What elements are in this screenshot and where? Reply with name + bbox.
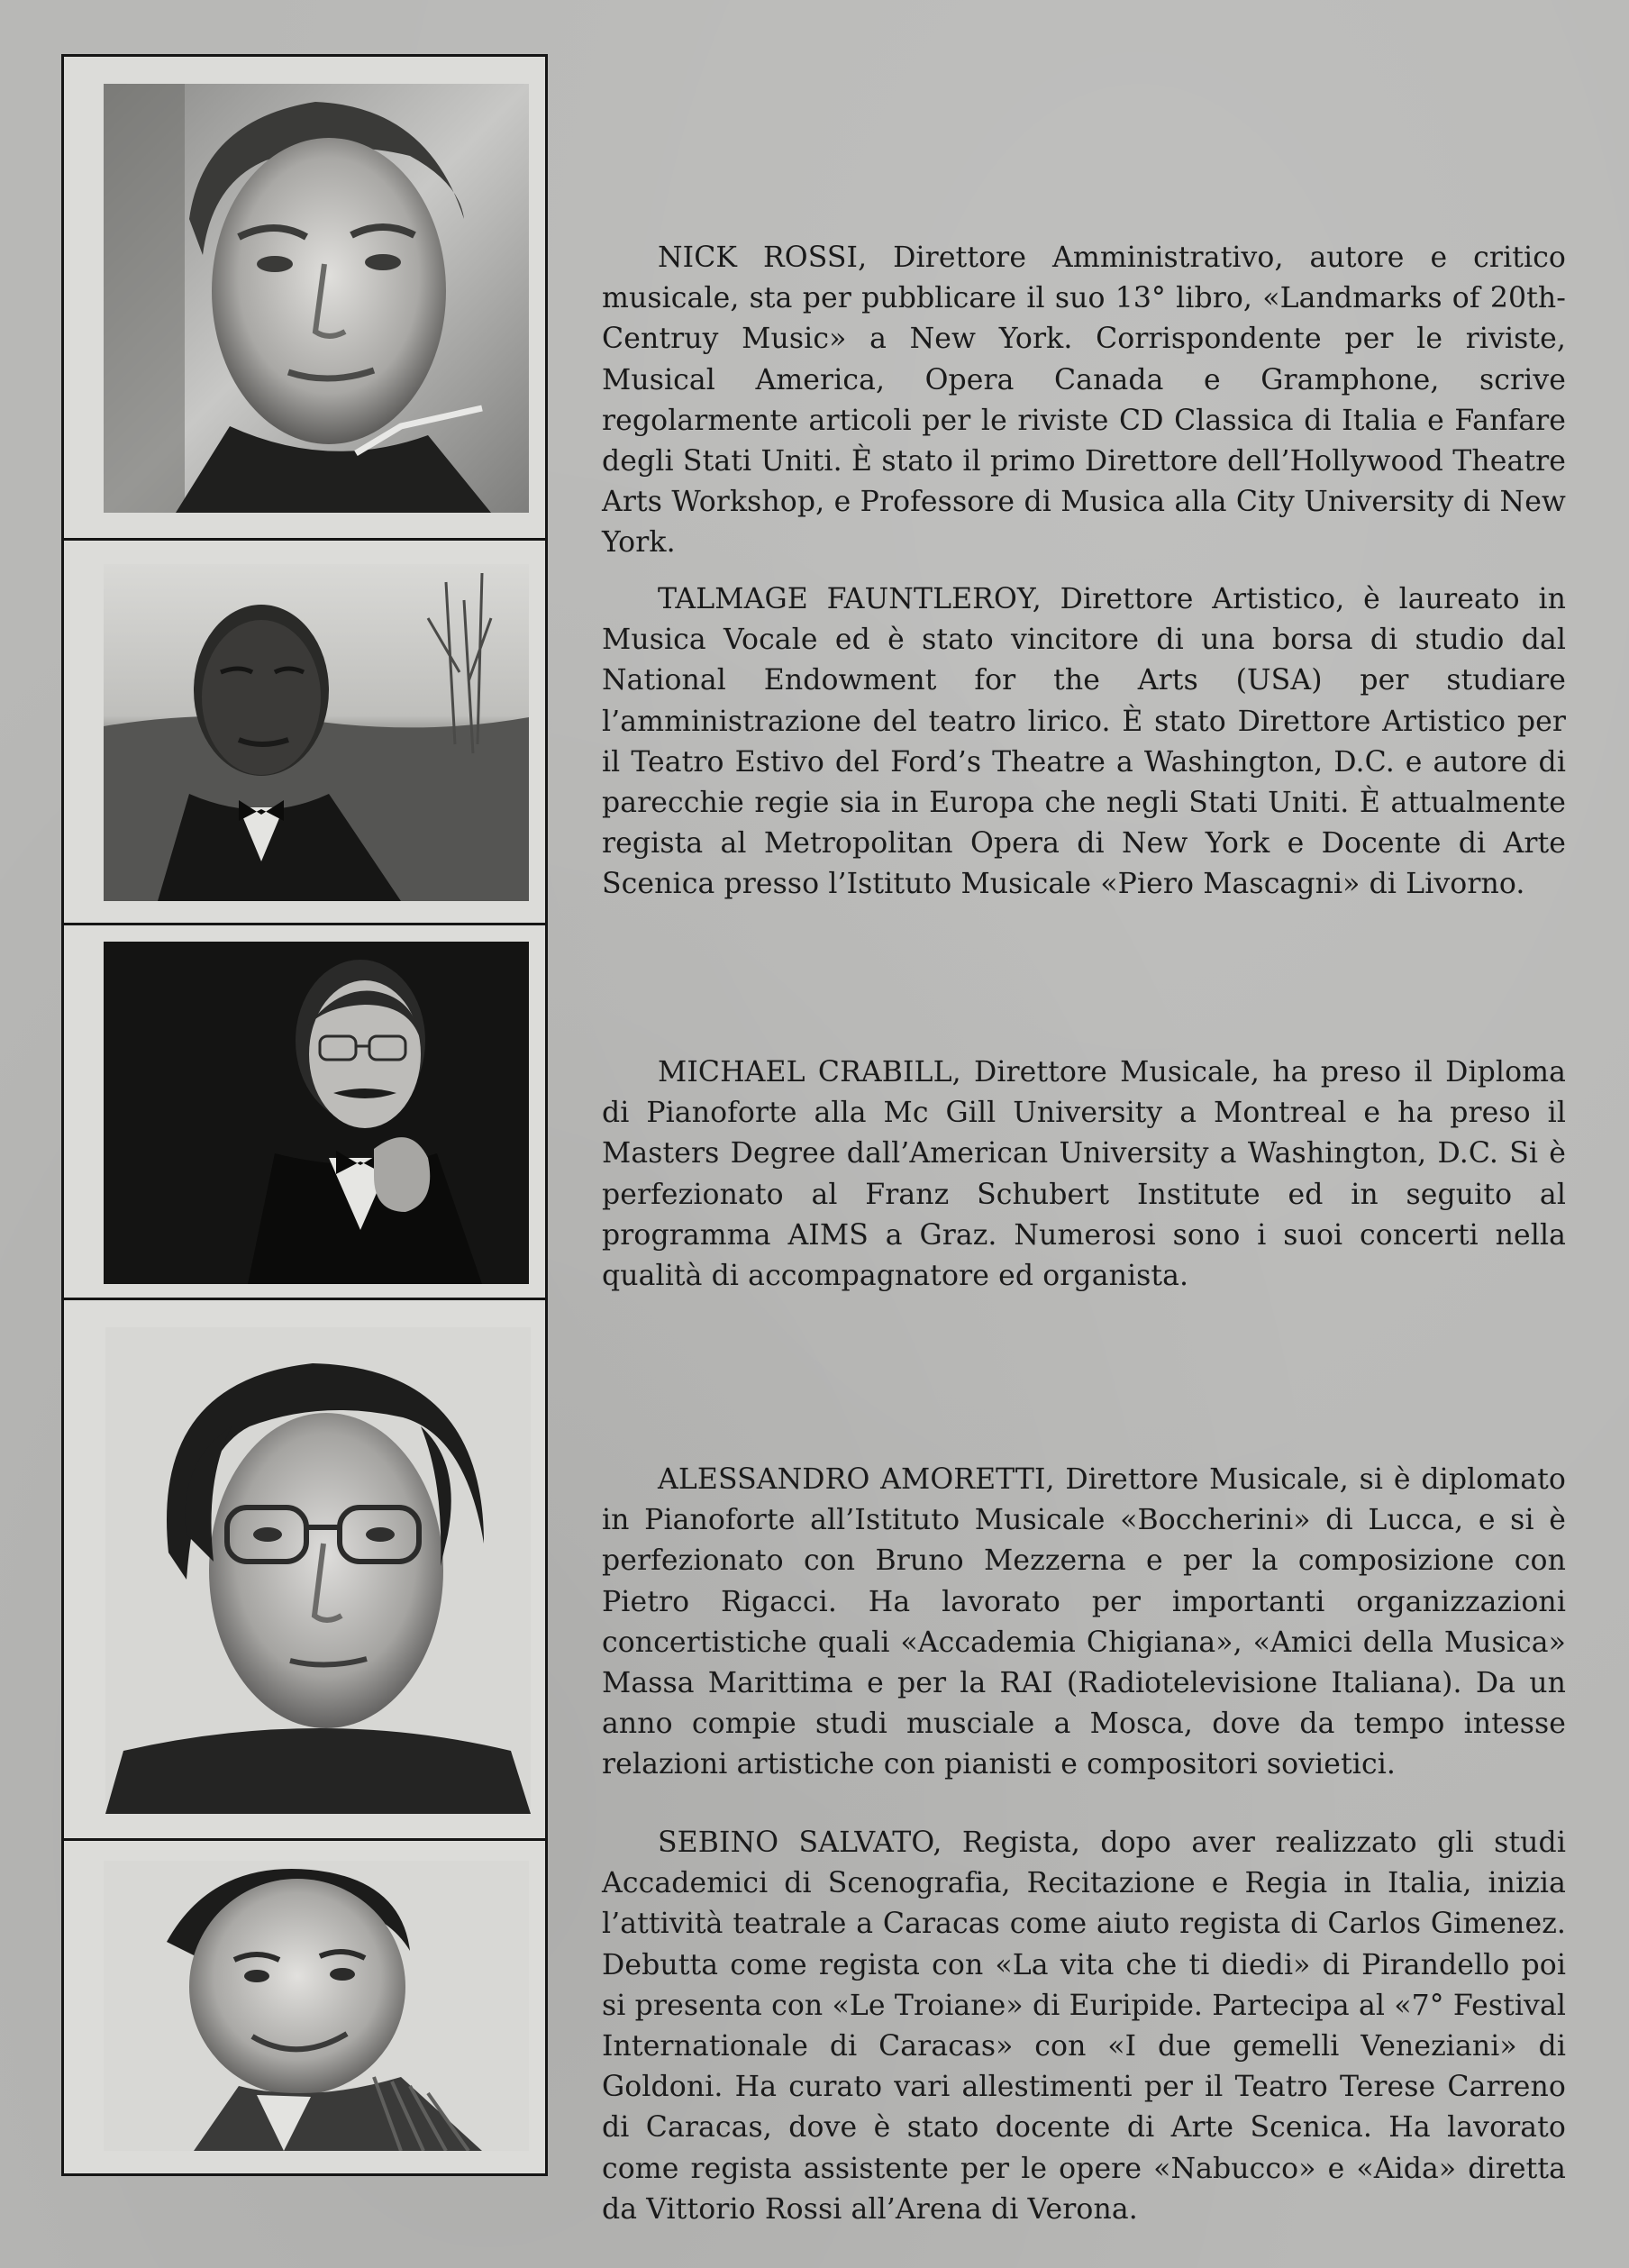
bio-michael-crabill: MICHAEL CRABILL, Direttore Musicale, ha preso il Diploma di Pianoforte alla Mc Gill University a Montreal e ha preso il Masters Degree dall’American University a Washington, D.C. Si è perfezionato al Franz Schubert Institute ed in seguito al programma AIMS a Graz. Numerosi sono i suoi concerti nella qualità di accompagnatore ed organista. [602,1056,1566,1293]
bio-alessandro-amoretti: ALESSANDRO AMORETTI, Direttore Musicale, si è diplomato in Pianoforte all’Istituto Musicale «Boccherini» di Lucca, e si è perfezionato con Bruno Mezzerna e per la composizione con Pietro Rigacci. Ha lavorato per importanti organizzazioni concertistiche quali «Accademia Chigiana», «Amici della Musica» Massa Marittima e per la RAI (Radiotelevisione Italiana). Da un anno compie studi musciale a Mosca, dove da tempo intesse relazioni artistiche con pianisti e compositori sovietici. [602,1463,1566,1781]
talmage-fauntleroy-portrait [104,564,529,901]
photo-frame-talmage-fauntleroy [64,541,545,925]
photo-frame-nick-rossi [64,57,545,541]
photo-frame-alessandro-amoretti [64,1300,545,1841]
photo-frame-michael-crabill [64,925,545,1300]
alessandro-amoretti-portrait [105,1327,531,1814]
bio-nick-rossi: NICK ROSSI, Direttore Amministrativo, autore e critico musicale, sta per pubblicare il suo 13° libro, «Landmarks of 20th-Centruy Music» a New York. Corrispondente per le riviste, Musical America, Opera Canada e Gramphone, scrive regolarmente articoli per le riviste CD Classica di Italia e Fanfare degli Stati Uniti. È stato il primo Direttore dell’Hollywood Theatre Arts Workshop, e Professore di Musica alla City University di New York. [602,241,1566,560]
nick-rossi-portrait [104,84,529,513]
photo-frame-sebino-salvato [64,1841,545,2173]
bio-sebino-salvato: SEBINO SALVATO, Regista, dopo aver realizzato gli studi Accademici di Scenografia, Recitazione e Regia in Italia, inizia l’attività teatrale a Caracas come aiuto regista di Carlos Gimenez. Debutta come regista con «La vita che ti diedi» di Pirandello poi si presenta con «Le Troiane» di Euripide. Partecipa al «7° Festival Internationale di Caracas» con «I due gemelli Veneziani» di Goldoni. Ha curato vari allestimenti per il Teatro Terese Carreno di Caracas, dove è stato docente di Arte Scenica. Ha lavorato come regista assistente per le opere «Nabucco» e «Aida» diretta da Vittorio Rossi all’Arena di Verona. [602,1826,1566,2226]
photo-column [61,54,548,2176]
bio-talmage-fauntleroy: TALMAGE FAUNTLEROY, Direttore Artistico, è laureato in Musica Vocale ed è stato vincitore di una borsa di studio dal National Endowment for the Arts (USA) per studiare l’amministrazione del teatro lirico. È stato Direttore Artistico per il Teatro Estivo del Ford’s Theatre a Washington, D.C. e autore di parecchie regie sia in Europa che negli Stati Uniti. È attualmente regista al Metropolitan Opera di New York e Docente di Arte Scenica presso l’Istituto Musicale «Piero Mascagni» di Livorno. [602,583,1566,901]
michael-crabill-portrait [104,942,529,1284]
sebino-salvato-portrait [104,1861,529,2151]
